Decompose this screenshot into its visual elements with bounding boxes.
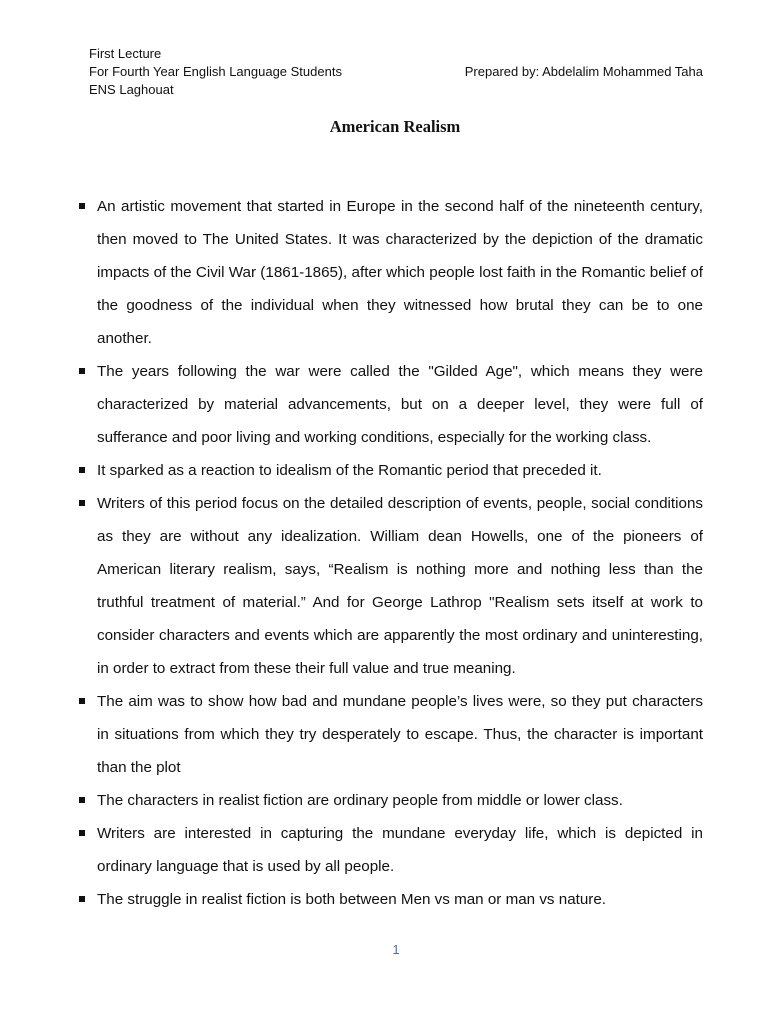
bullet-item [79,784,703,817]
bullet-text: Writers are interested in capturing the mundane everyday life, which is depicted in ordinary language that is used by all people. [97,825,703,875]
bullet-item [79,190,703,355]
square-bullet-icon [79,203,85,209]
bullet-item [79,454,703,487]
square-bullet-icon [79,797,85,803]
bullet-text: The aim was to show how bad and mundane people’s lives were, so they put characters in situations from which they try desperately to escape. Thus, the character is important than the plot [97,693,703,776]
bullet-list [79,190,703,916]
page-number: 1 [392,942,400,957]
bullet-text: It sparked as a reaction to idealism of the Romantic period that preceded it. [97,462,602,479]
bullet-item [79,883,703,916]
bullet-item [79,355,703,454]
header-audience-line: For Fourth Year English Language Students [89,64,342,79]
square-bullet-icon [79,698,85,704]
square-bullet-icon [79,896,85,902]
square-bullet-icon [79,467,85,473]
page-header [89,45,703,99]
document-title: American Realism [329,117,461,136]
header-author: Prepared by: Abdelalim Mohammed Taha [464,64,703,79]
bullet-text: The struggle in realist fiction is both between Men vs man or man vs nature. [97,891,607,908]
header-institution-line: ENS Laghouat [89,82,174,97]
bullet-item [79,817,703,883]
bullet-text: An artistic movement that started in Europe in the second half of the nineteenth century, then moved to The United States. It was characterized by the depiction of the dramatic impacts of the Civil War (1861-1865), after which people lost faith in the Romantic belief of the goodness of the individual when they witnessed how brutal they can be to one another. [97,198,703,347]
square-bullet-icon [79,500,85,506]
bullet-text: Writers of this period focus on the detailed description of events, people, social conditions as they are without any idealization. William dean Howells, one of the pioneers of American literary realism, says, “Realism is nothing more and nothing less than the truthful treatment of material.” And for George Lathrop "Realism sets itself at work to consider characters and events which are apparently the most ordinary and uninteresting, in order to extract from these their full value and true meaning. [97,495,703,677]
bullet-text: The years following the war were called the "Gilded Age", which means they were characterized by material advancements, but on a deeper level, they were full of sufferance and poor living and working conditions, especially for the working class. [97,363,703,446]
square-bullet-icon [79,368,85,374]
square-bullet-icon [79,830,85,836]
bullet-text: The characters in realist fiction are ordinary people from middle or lower class. [97,792,623,809]
bullet-item [79,685,703,784]
header-lecture-line: First Lecture [89,46,162,61]
bullet-item [79,487,703,685]
